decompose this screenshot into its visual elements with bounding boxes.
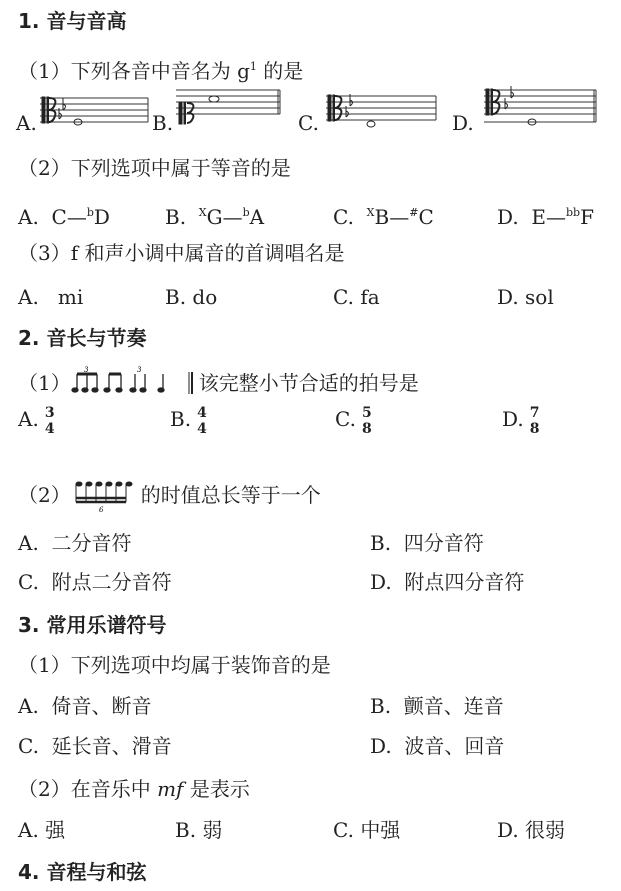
question-1-3: （3）f 和声小调中属音的首调唱名是	[18, 241, 345, 265]
options-3-1-row2	[0, 731, 621, 761]
option-a[interactable]: A. 二分音符	[18, 531, 132, 555]
option-c[interactable]: C. 中强	[333, 818, 401, 842]
option-b[interactable]: B. $^X$G—$^b$A	[165, 205, 265, 229]
options-3-2	[0, 815, 621, 845]
sixteenth-sextuplet-icon	[71, 478, 141, 512]
options-2-2-row2	[0, 567, 621, 597]
option-d[interactable]: D. 附点四分音符	[370, 570, 525, 594]
option-d[interactable]: D. 很弱	[497, 818, 566, 842]
option-a[interactable]: A. 3 4	[18, 404, 55, 437]
option-d[interactable]: D. 7 8	[502, 404, 540, 437]
option-b[interactable]: B. do	[165, 285, 218, 309]
option-b[interactable]: B. 颤音、连音	[370, 694, 504, 718]
option-a[interactable]: A. C—$^b$D	[18, 205, 110, 229]
option-a[interactable]: A. mi	[18, 285, 84, 309]
staff-a-icon	[40, 92, 150, 132]
option-b[interactable]: B. 4 4	[170, 404, 207, 437]
option-c[interactable]: C.	[298, 111, 319, 135]
rhythm-notation-icon	[71, 366, 197, 396]
options-3-1-row1	[0, 691, 621, 721]
option-d[interactable]: D.	[452, 111, 474, 135]
question-1-1: （1）下列各音中音名为 $g^1$ 的是	[18, 59, 304, 83]
option-d[interactable]: D. E—$^{bb}$F	[497, 205, 594, 229]
options-1-2	[0, 198, 621, 228]
question-3-1: （1）下列选项中均属于装饰音的是	[18, 653, 331, 677]
options-1-3	[0, 282, 621, 312]
staff-b-icon	[176, 82, 286, 126]
svg-text:3: 3	[136, 366, 142, 374]
question-3-2: （2）在音乐中 mf 是表示	[18, 777, 250, 801]
options-2-2-row1	[0, 528, 621, 558]
option-c[interactable]: C. $^X$B—#C	[333, 205, 434, 229]
option-b[interactable]: B. 弱	[175, 818, 223, 842]
question-2-1: （1） 3 3 该完整小节合适的拍号是	[18, 366, 419, 395]
question-2-2: （2） 6 的时值总长等于一个	[18, 478, 621, 508]
option-c[interactable]: C. 附点二分音符	[18, 570, 172, 594]
svg-text:6: 6	[98, 506, 104, 512]
options-1-1	[0, 100, 621, 140]
option-c[interactable]: C. fa	[333, 285, 380, 309]
option-d[interactable]: D. 波音、回音	[370, 734, 505, 758]
staff-d-icon	[484, 84, 600, 130]
options-2-1	[0, 404, 621, 440]
staff-c-icon	[326, 92, 438, 132]
option-b[interactable]: B.	[152, 111, 174, 135]
option-b[interactable]: B. 四分音符	[370, 531, 484, 555]
section-heading: 4. 音程与和弦	[18, 860, 147, 884]
option-a[interactable]: A. 倚音、断音	[18, 694, 152, 718]
option-a[interactable]: A.	[16, 111, 37, 135]
option-c[interactable]: C. 5 8	[335, 404, 372, 437]
option-d[interactable]: D. sol	[497, 285, 554, 309]
section-heading: 1. 音与音高	[18, 9, 127, 33]
section-heading: 2. 音长与节奏	[18, 326, 147, 350]
svg-text:3: 3	[83, 366, 89, 374]
question-1-2: （2）下列选项中属于等音的是	[18, 156, 291, 180]
option-c[interactable]: C. 延长音、滑音	[18, 734, 172, 758]
option-a[interactable]: A. 强	[18, 818, 66, 842]
section-heading: 3. 常用乐谱符号	[18, 613, 167, 637]
